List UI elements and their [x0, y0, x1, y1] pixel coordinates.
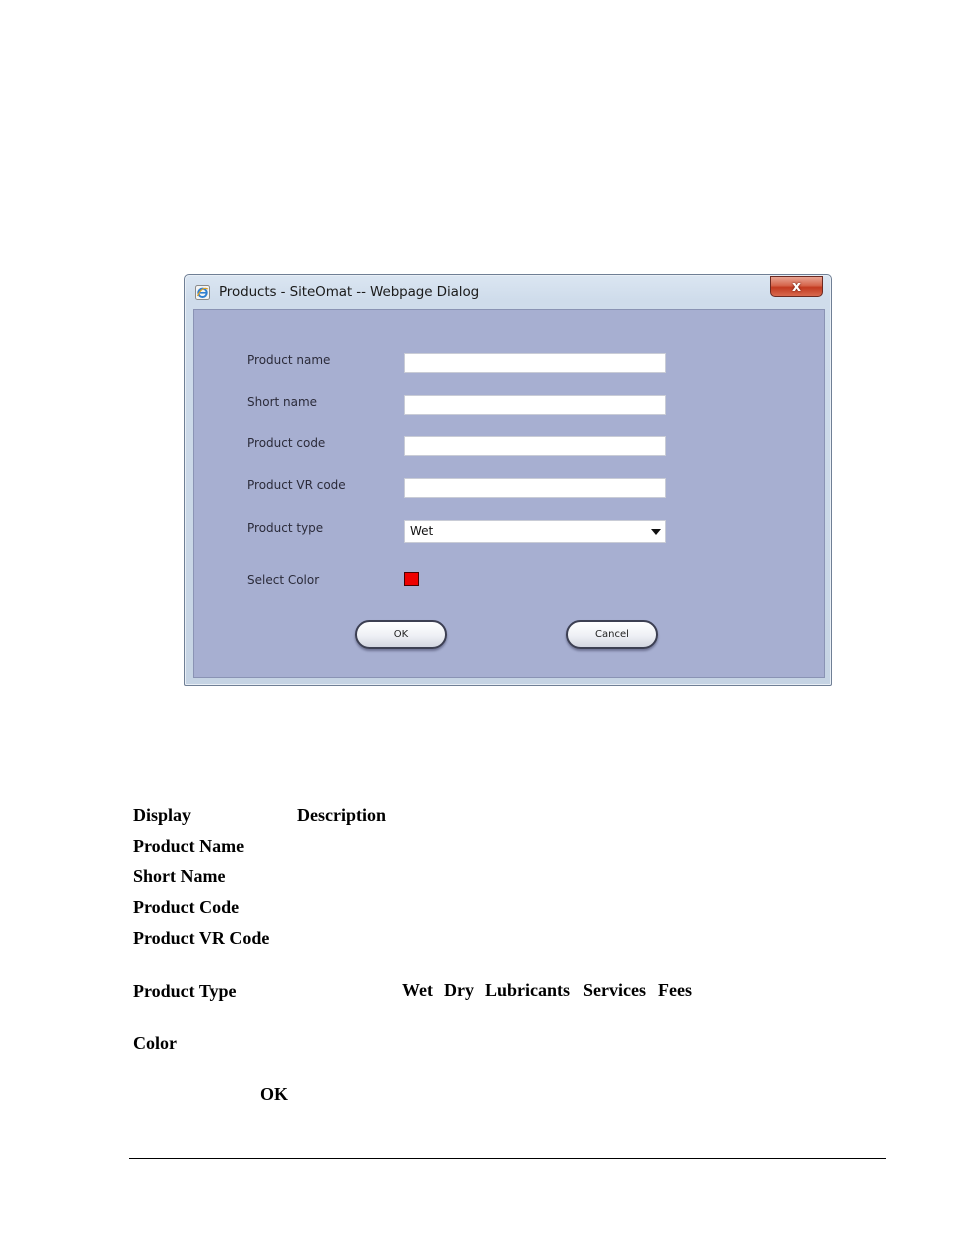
dialog-content: [193, 309, 825, 678]
close-button[interactable]: [770, 276, 823, 297]
product-vr-code-input[interactable]: [404, 478, 666, 498]
product-type-label: Product type: [247, 521, 324, 535]
product-type-dry: Dry: [444, 980, 474, 1000]
table-header-display: Display: [133, 805, 192, 825]
ok-button[interactable]: OK: [355, 620, 447, 649]
product-type-lubricants: Lubricants: [485, 980, 571, 1000]
product-name-label: Product name: [247, 353, 331, 367]
product-name-input[interactable]: [404, 353, 666, 373]
dropdown-arrow-icon: [651, 529, 661, 535]
footer-divider: [129, 1158, 886, 1159]
product-code-label: Product code: [247, 436, 326, 450]
product-type-services: Services: [583, 980, 646, 1000]
product-type-select[interactable]: [404, 520, 666, 543]
dialog-titlebar[interactable]: [185, 275, 831, 309]
row-product-vr-code: Product VR Code: [133, 928, 270, 948]
products-dialog-window: [184, 274, 832, 686]
product-code-input[interactable]: [404, 436, 666, 456]
table-header-description: Description: [297, 805, 386, 825]
row-product-code: Product Code: [133, 897, 240, 917]
dialog-title: Products - SiteOmat -- Webpage Dialog: [219, 284, 480, 300]
short-name-label: Short name: [247, 395, 318, 409]
select-color-label: Select Color: [247, 573, 320, 587]
product-type-wet: Wet: [402, 980, 433, 1000]
row-short-name: Short Name: [133, 866, 226, 886]
color-swatch[interactable]: [404, 572, 419, 586]
cancel-button[interactable]: Cancel: [566, 620, 658, 649]
product-type-selected-value: Wet: [410, 524, 434, 538]
close-icon: x: [791, 278, 802, 295]
row-product-type: Product Type: [133, 981, 237, 1001]
row-product-name: Product Name: [133, 836, 245, 856]
product-vr-code-label: Product VR code: [247, 478, 346, 492]
internet-explorer-icon: [195, 285, 210, 300]
ok-reference-text: OK: [260, 1084, 289, 1104]
short-name-input[interactable]: [404, 395, 666, 415]
row-color: Color: [133, 1033, 177, 1053]
product-type-fees: Fees: [658, 980, 692, 1000]
